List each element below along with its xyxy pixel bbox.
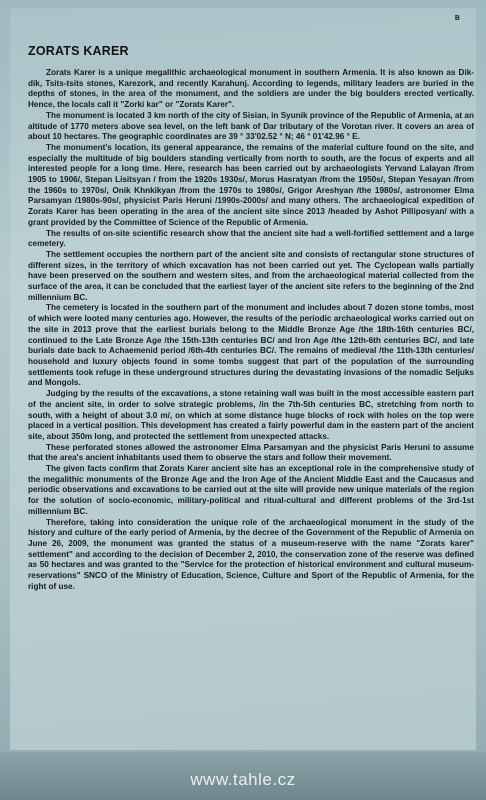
- watermark: www.tahle.cz: [190, 770, 296, 789]
- page-title: ZORATS KARER: [28, 44, 129, 58]
- paragraph-intro: Zorats Karer is a unique megalithic archaeological monument in southern Armenia. It is also known as Dik-dik, Tsits-tsits stones, Karezork, and recently Karahunj. According to legends, military leaders are buried in the depths of stones, in the area of the monument, and the soldiers are under the big boulders erected vertically. Hence, the locals call it "Zorki kar" or "Zorats Karer".: [28, 68, 474, 110]
- paragraph-settlement: The settlement occupies the northern part of the ancient site and consists of rectangular stone structures of different sizes, in the territory of which excavation has not been carried out yet. The Cyclopean walls partially have been preserved on the southern and western sites, and from the archaeological material collected from the surface of the area, it can be concluded that the earliest layer of the ancient site refers to the beginning of the 2nd millennium BC.: [28, 249, 474, 302]
- paragraph-status: Therefore, taking into consideration the unique role of the archaeological monument in the study of the history and culture of the early period of Armenia, by the decree of the Government of the Republic of Armenia on June 26, 2009, the monument was granted the status of a museum-reserve with the name "Zorats karer" settlement" and according to the decision of December 2, 2010, the conservation zone of the reserve was defined as 50 hectares and was granted to the "Service for the protection of historical environment and cultural museum-reservations" SNCO of the Ministry of Education, Science, Culture and Sport of the Republic of Armenia, for the right of use.: [28, 517, 474, 591]
- paragraph-perforated-stones: These perforated stones allowed the astronomer Elma Parsamyan and the physicist Paris Heruni to assume that the area's ancient inhabitants used them to observe the stars and follow their movement.: [28, 442, 474, 463]
- paragraph-research-history: The monument's location, its general appearance, the remains of the material culture found on the site, and especially the multitude of big boulders standing vertically from north to south, are the focus of experts and all interested people for a long time. Here, research has been carried out by archaeologists Yervand Lalayan /from 1905 to 1906/, Stepan Lisitsyan / from the 1920s 1930s/, Morus Hasratyan /from the 1950s/, Stepan Yesayan /from the 1960s to 1970s/, Onik Khnkikyan /from the 1970s to 1980s/, Grigor Areshyan /the 1980s/, astronomer Elma Parsamyan /1980s-90s/, physicist Paris Heruni /1990s-2000s/ and many others. The archaeological expedition of Zorats Karer has been operating in the area of the ancient site since 2013 /headed by Ashot Pilliposyan/ with a grant provided by the Committee of Science of the Republic of Armenia.: [28, 142, 474, 227]
- paragraph-retaining-wall: Judging by the results of the excavations, a stone retaining wall was built in the most accessible eastern part of the ancient site, in order to solve strategic problems, /in the 7th-5th centuries BC, stretching from north to south, with a height of about 3.0 m/, on which at some distance huge blocks of rock with holes on the top were placed in a vertical position. This development has created a fairly powerful dam in the eastern part of the ancient site, about 350m long, and protected the settlement from unexpected attacks.: [28, 389, 474, 441]
- paragraph-cemetery: The cemetery is located in the southern part of the monument and includes about 7 dozen stone tombs, most of which were looted many centuries ago. However, the results of the periodic archaeological works carried out on the site in 2013 prove that the earliest burials belong to the Middle Bronze Age /the 18th-16th centuries BC/, continued to the Late Bronze Age /the 15th-13th centuries BC/ and Iron Age /the 12th-6th centuries BC/, and late burials date back to Achaemenid period /6th-4th centuries BC/. The remains of medieval /the 11th-13th centuries/ household and luxury objects found in some tombs suggest that part of the population of the surrounding settlements took refuge in these underground structures during the devastating invasions of the nomadic Seljuks and Mongols.: [28, 303, 474, 388]
- article-body: [28, 68, 474, 592]
- paragraph-location: The monument is located 3 km north of the city of Sisian, in Syunik province of the Republic of Armenia, at an altitude of 1770 meters above sea level, on the left bank of Dar tributary of the Vorotan river. It covers an area of about 10 hectares. The geographic coordinates are 39 ° 33'02.52 ° N; 46 ° 01'42.96 ° E.: [28, 110, 474, 142]
- corner-mark: B: [454, 14, 460, 22]
- paragraph-significance: The given facts confirm that Zorats Karer ancient site has an exceptional role in the comprehensive study of the megalithic monuments of the Bronze Age and the Iron Age of the Ancient Middle East and the Caucasus and periodic observations and excavations to be carried out at the site will provide new unique materials of the region for the solution of socio-economic, military-political and ritual-cultural and different problems of the 3rd-1st millennium BC.: [28, 464, 474, 516]
- paragraph-results: The results of on-site scientific research show that the ancient site had a well-fortified settlement and a large cemetery.: [28, 228, 474, 249]
